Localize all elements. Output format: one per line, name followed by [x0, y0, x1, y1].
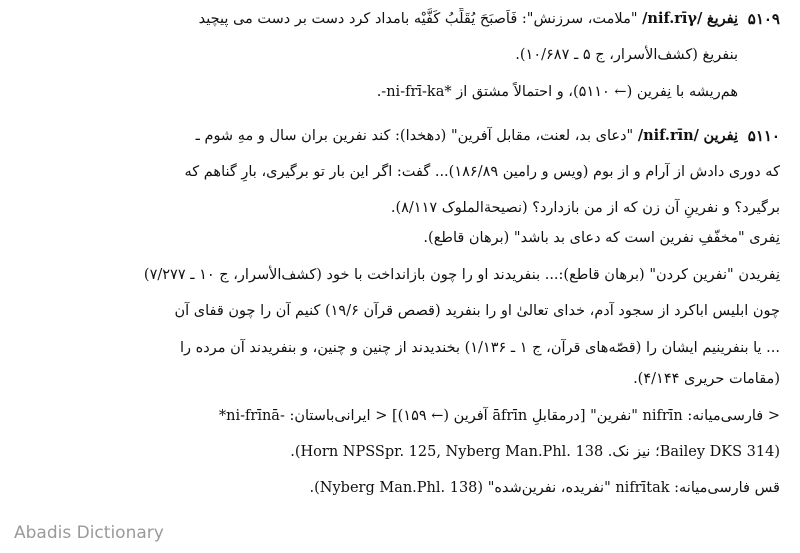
entry-5110-line-5: نِفریدن "نفرین کردن" (برهان قاطع):... بنفریدند او را چون بازانداخت با خود (کشف‌الأسرار، ج ۱۰ ـ ۷/۲۷۷)	[143, 267, 780, 283]
headword-nifrin: نِفرین	[703, 127, 738, 144]
entry-5109-line-2: بنفریغ (کشف‌الأسرار، ج ۵ ـ ۱۰/۶۸۷).	[515, 47, 738, 63]
entry-number-5109: ۵۱۰۹	[747, 10, 780, 28]
transliteration-nifrin: /nif.rīn/	[637, 127, 699, 144]
definition-text: "ملامت، سرزنش": فَاَصبَحَ یُقَلِّبُ کَفَّیْه بامداد کرد دست بر دست می پیچید	[198, 11, 638, 27]
entry-5110-line-7: ... یا بنفرینیم ایشان را (قصّه‌های قرآن، ج ۱ ـ ۱/۱۳۶) بخندیدند از چنین و چنین، و بنفریدند آن مرده را	[180, 340, 780, 356]
entry-number-5110: ۵۱۱۰	[747, 127, 780, 145]
entry-5110-line-3: برگیرد؟ و نفرینِ آن زن که از من بازدارد؟ (نصیحةالملوک ۸/۱۱۷).	[390, 200, 780, 216]
entry-5110-line-6: چون ابلیس اباکرد از سجود آدم، خدای تعالیٰ او را بنفرید (قصص قرآن ۱۹/۶) کنیم آن را چون قفای آن	[174, 303, 780, 319]
entry-5110-compare: قس فارسی‌میانه: nifrītak "نفریده، نفرین‌شده" (Nyberg Man.Phl. 138).	[309, 480, 780, 496]
entry-5110-line-8: (مقامات حریری ۴/۱۴۴).	[633, 371, 780, 387]
entry-5110-etymology: < فارسی‌میانه: nifrīn "نفرین" [درمقابلِ āfrīn آفرین (← ۱۵۹)] < ایرانی‌باستان: -ni-frīnā*	[218, 408, 780, 424]
entry-5109-line-3: هم‌ریشه با نِفرین (← ۵۱۱۰)، و احتمالاً مشتق از *ni-frī-ka-.	[376, 84, 738, 100]
entry-5110-line-2: که دوری دادش از آرام و از بوم (ویس و رامین ۱۸۶/۸۹)... گفت: اگر این بار تو برگیری، بارِ گناهم که	[184, 164, 780, 180]
headword-nifrigh: نِفریغ	[706, 10, 738, 27]
definition-text: "دعای بد، لعنت، مقابل آفرین" (دهخدا): کند نفرین بران سال و مهِ شوم ـ	[195, 128, 634, 144]
entry-5110-references: (Bailey DKS 314؛ نیز نک. Horn NPSSpr. 125, Nyberg Man.Phl. 138).	[290, 444, 780, 460]
watermark: Abadis Dictionary	[14, 523, 164, 543]
entry-5110-line-1	[8, 125, 738, 147]
entry-5110-line-4: نِفری "مخفّفِ نفرین است که دعای بد باشد" (برهان قاطع).	[423, 230, 780, 246]
entry-5109-line-1	[8, 8, 738, 30]
transliteration-nifrigh: /nif.rīγ/	[642, 10, 703, 27]
